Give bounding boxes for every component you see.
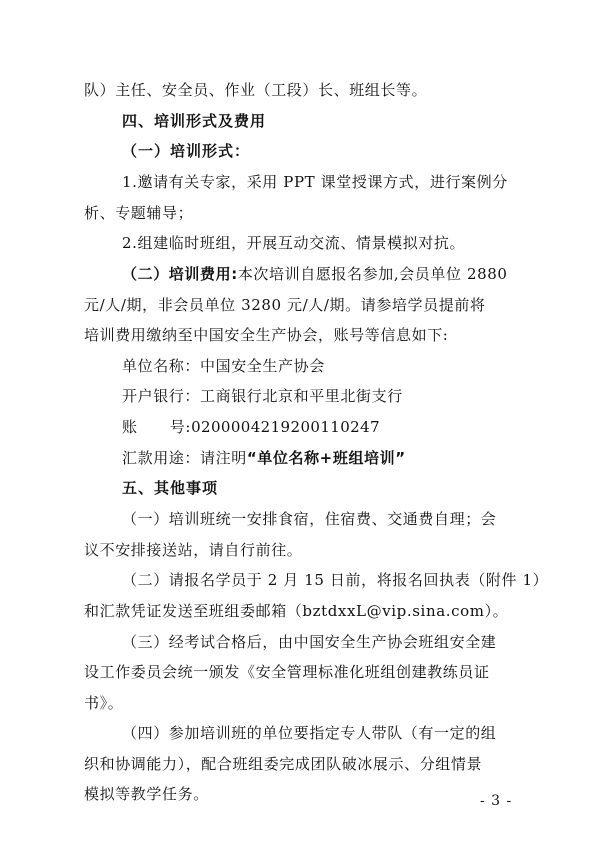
paragraph-line: 和汇款凭证发送至班组委邮箱（bztdxxL@vip.sina.com）。	[84, 602, 509, 620]
paragraph-line: （二）请报名学员于 2 月 15 日前，将报名回执表（附件 1）	[122, 571, 549, 589]
account-name-line: 单位名称：中国安全生产协会	[122, 357, 325, 375]
account-number-value: 0200004219200110247	[191, 418, 380, 436]
paragraph-line: 2.组建临时班组，开展互动交流、情景模拟对抗。	[122, 234, 466, 252]
paragraph-line: 培训费用缴纳至中国安全生产协会，账号等信息如下:	[84, 326, 449, 344]
paragraph-line: （三）经考试合格后，由中国安全生产协会班组安全建	[122, 633, 497, 651]
remittance-purpose-label: 汇款用途：请注明	[122, 449, 247, 467]
paragraph-line: 议不安排接送站，请自行前往。	[84, 541, 303, 559]
paragraph-line: 析、专题辅导；	[84, 204, 194, 222]
account-number-label: 账 号:	[122, 418, 192, 436]
subheading-training-format: （一）培训形式：	[122, 142, 251, 160]
paragraph-line: 织和协调能力），配合班组委完成团队破冰展示、分组情景	[84, 755, 483, 773]
page-number: - 3 -	[480, 793, 513, 809]
paragraph-line: （四）参加培训班的单位要指定专人带队（有一定的组	[122, 724, 497, 742]
bank-line: 开户银行：工商银行北京和平里北街支行	[122, 387, 403, 405]
paragraph-line: 队）主任、安全员、作业（工段）长、班组长等。	[84, 81, 428, 99]
fees-paragraph-line	[122, 264, 508, 284]
account-number-line	[122, 417, 380, 437]
section-heading-training-format-fees: 四、培训形式及费用	[122, 112, 267, 130]
paragraph-line: 设工作委员会统一颁发《安全管理标准化班组创建教练员证	[84, 663, 490, 681]
paragraph-line: 书》。	[84, 694, 124, 712]
paragraph-line: 模拟等教学任务。	[84, 785, 209, 803]
remittance-purpose-value: “单位名称+班组培训”	[246, 449, 406, 467]
paragraph-line: 元/人/期，非会员单位 3280 元/人/期。请参培学员提前将	[84, 296, 486, 314]
paragraph-line: （一）培训班统一安排食宿，住宿费、交通费自理；会	[122, 510, 497, 528]
remittance-purpose-line	[122, 448, 406, 468]
fees-text: 本次培训自愿报名参加,会员单位 2880	[237, 265, 508, 283]
section-heading-other-matters: 五、其他事项	[122, 479, 219, 497]
paragraph-line: 1.邀请有关专家，采用 PPT 课堂授课方式，进行案例分	[122, 173, 508, 191]
subheading-training-fees: （二）培训费用:	[122, 265, 238, 283]
